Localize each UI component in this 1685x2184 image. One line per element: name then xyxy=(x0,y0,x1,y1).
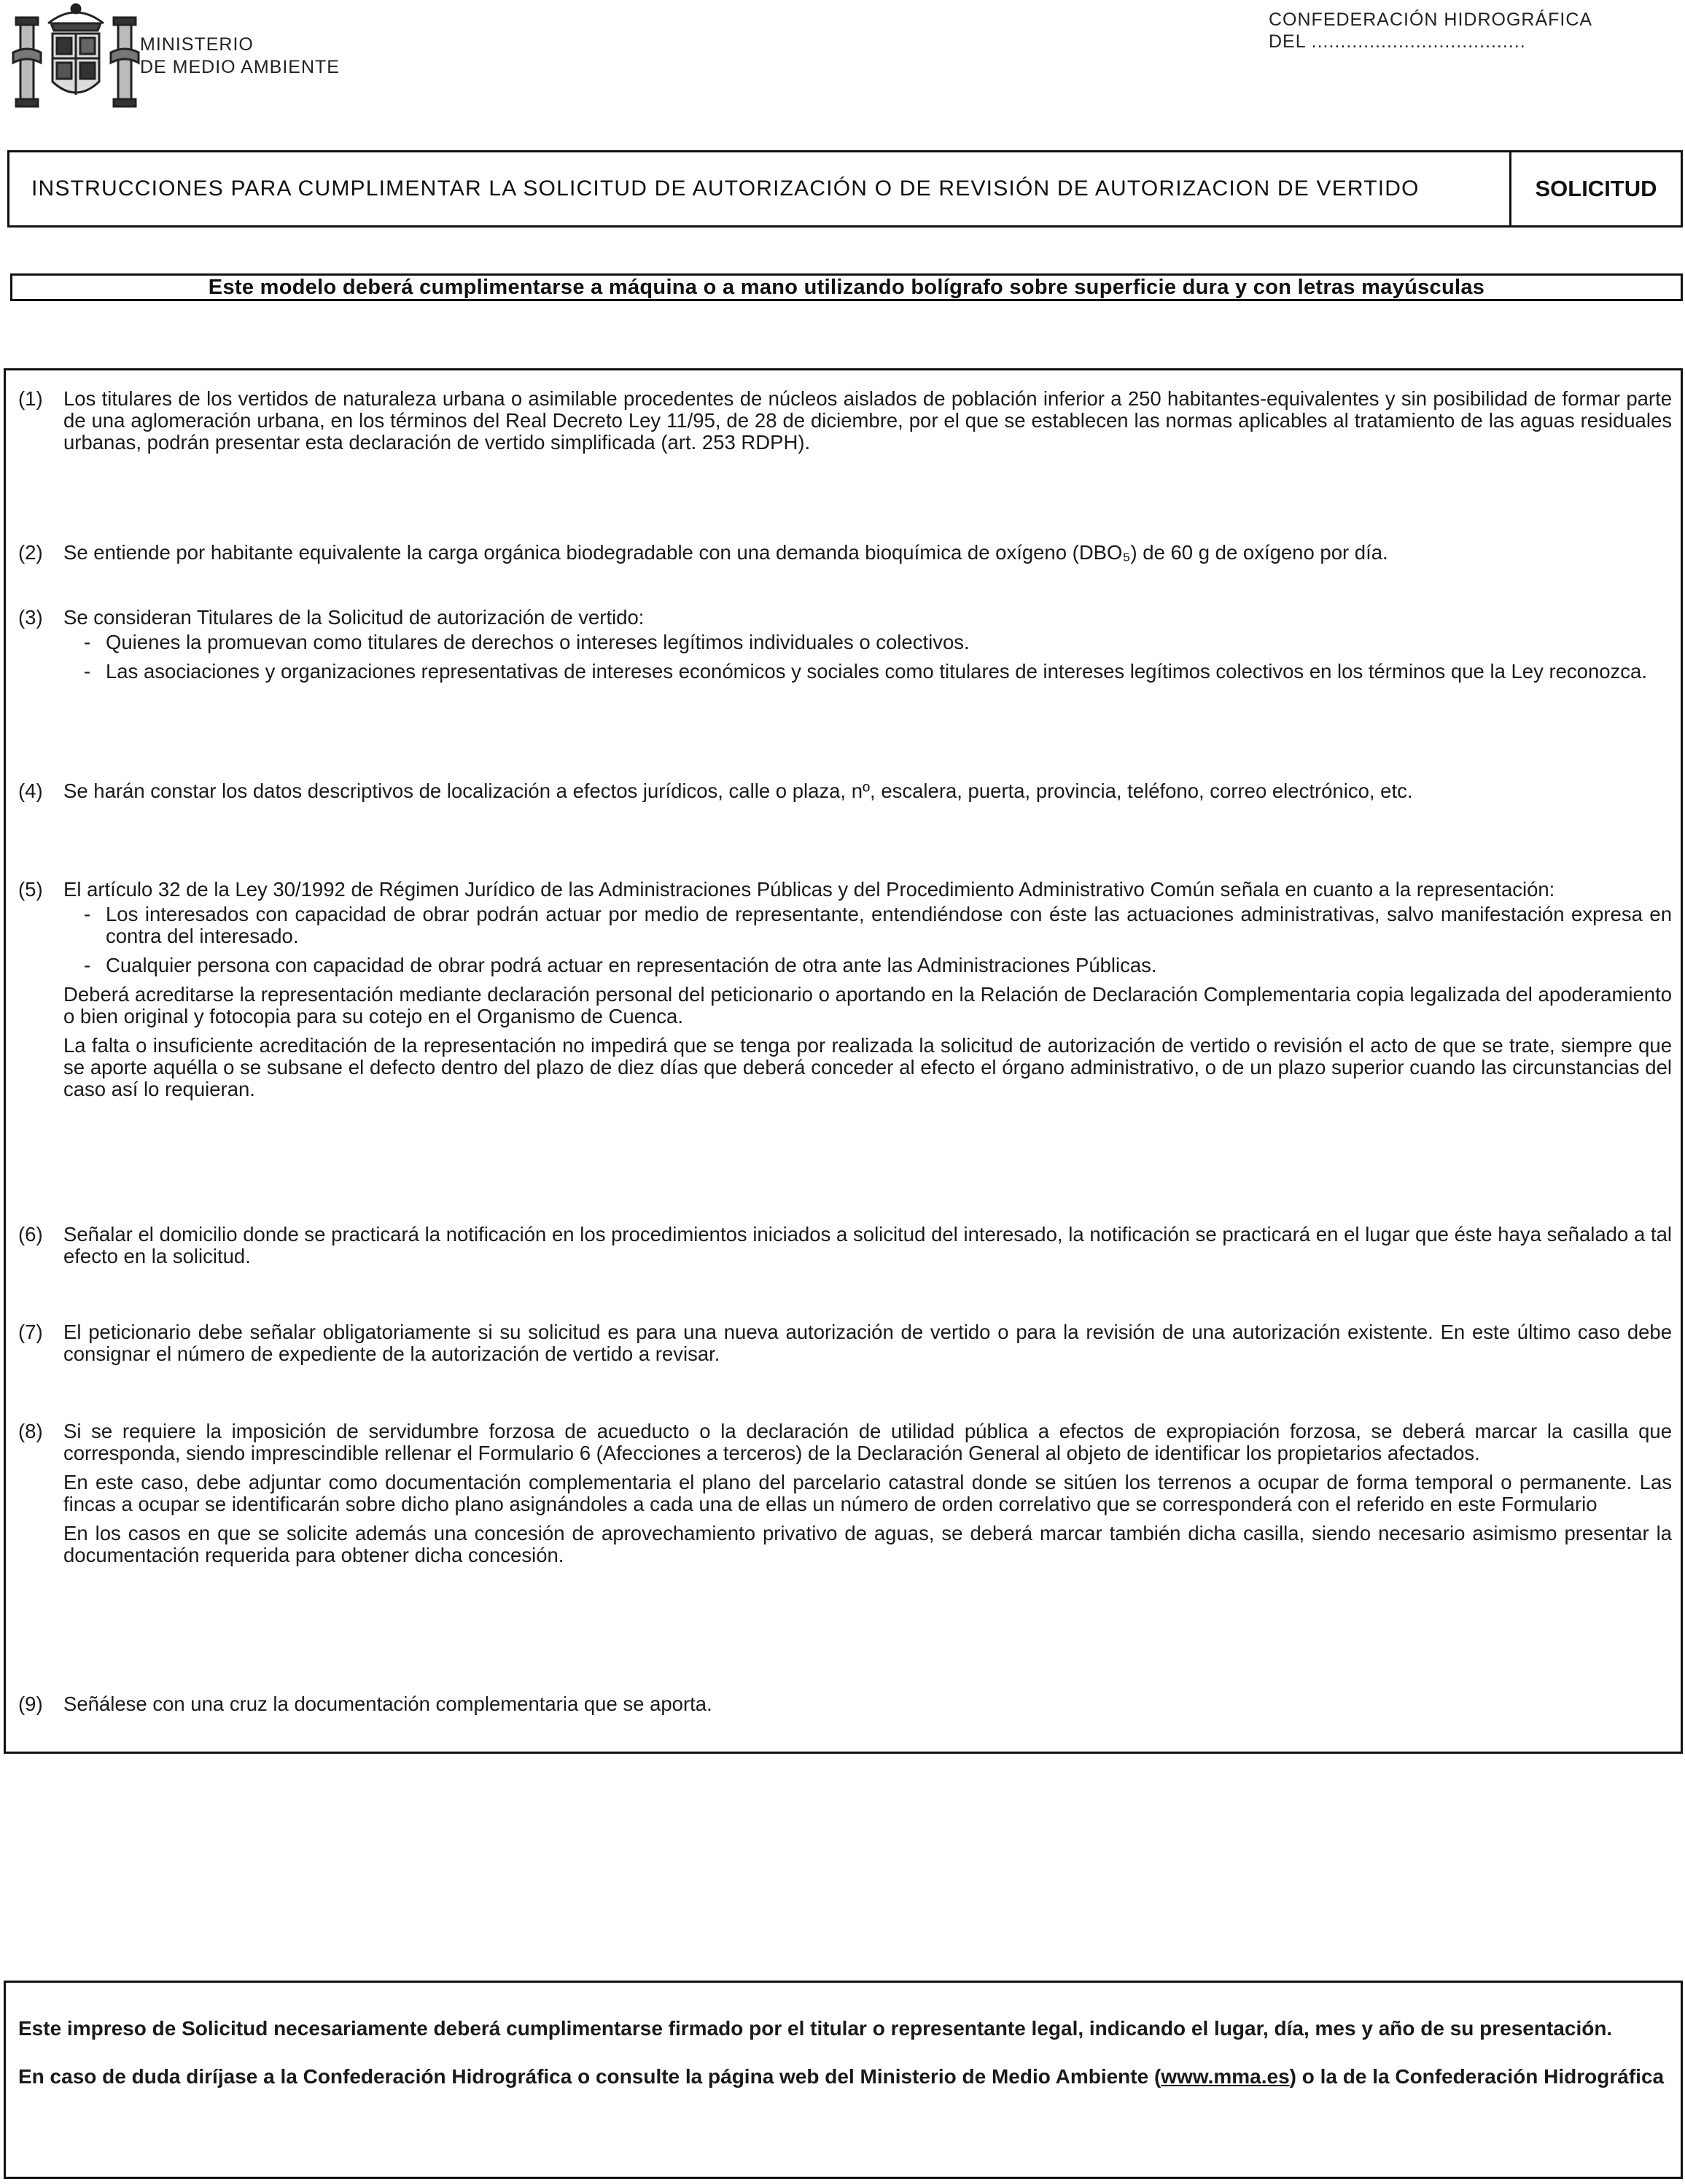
instruction-item-9 xyxy=(18,1693,1672,1715)
item-text: El artículo 32 de la Ley 30/1992 de Régimen Jurídico de las Administraciones Públicas y del Procedimiento Administrativo Común señala en cuanto a la representación: xyxy=(63,878,1555,901)
item-number: (5) xyxy=(18,878,43,901)
website-link[interactable]: www.mma.es xyxy=(1161,2065,1290,2088)
item-text: El peticionario debe señalar obligatoriamente si su solicitud es para una nueva autorización de vertido o para la revisión de una autorización existente. En este último caso debe consignar el número de expediente de la autorización de vertido a revisar. xyxy=(63,1321,1672,1365)
instruction-item-5 xyxy=(18,879,1672,1100)
coat-of-arms-emblem xyxy=(10,1,141,112)
confederation-header xyxy=(1269,9,1592,53)
bullet-item: - Las asociaciones y organizaciones representativas de intereses económicos y sociales como titulares de intereses legítimos colectivos en los términos que la Ley reconozca. xyxy=(106,661,1672,683)
item-text: Los titulares de los vertidos de naturaleza urbana o asimilable procedentes de núcleos aislados de población inferior a 250 habitantes-equivalentes y sin posibilidad de formar parte de una aglomeración urbana, en los términos del Real Decreto Ley 11/95, de 28 de diciembre, por el que se establecen las normas aplicables al tratamiento de las aguas residuales urbanas, podrán presentar esta declaración de vertido simplificada (art. 253 RDPH). xyxy=(63,387,1672,454)
footer-contact-pre: En caso de duda diríjase a la Confederación Hidrográfica o consulte la página web del Ministerio de Medio Ambiente ( xyxy=(18,2065,1161,2088)
footer-box xyxy=(4,1981,1683,2179)
ministry-line-1: MINISTERIO xyxy=(140,34,254,55)
bullet-item: - Quienes la promuevan como titulares de derechos o intereses legítimos individuales o colectivos. xyxy=(106,632,1672,653)
instruction-item-6 xyxy=(18,1224,1672,1267)
item-text: Se entiende por habitante equivalente la carga orgánica biodegradable con una demanda bioquímica de oxígeno (DBO₅) de 60 g de oxígeno por día. xyxy=(63,541,1388,564)
item-number: (3) xyxy=(18,606,43,629)
item-text: Se harán constar los datos descriptivos de localización a efectos jurídicos, calle o plaza, nº, escalera, puerta, provincia, teléfono, correo electrónico, etc. xyxy=(63,780,1413,802)
item-text: Señálese con una cruz la documentación complementaria que se aporta. xyxy=(63,1693,712,1715)
item-number: (8) xyxy=(18,1420,43,1442)
item-number: (6) xyxy=(18,1223,43,1245)
form-type-tag: SOLICITUD xyxy=(1509,152,1681,225)
footer-contact-note xyxy=(18,2064,1668,2088)
instruction-item-2 xyxy=(18,542,1672,564)
instruction-item-4 xyxy=(18,780,1672,802)
confederation-line-1: CONFEDERACIÓN HIDROGRÁFICA xyxy=(1269,9,1593,30)
item-number: (1) xyxy=(18,387,43,410)
item-number: (4) xyxy=(18,780,43,802)
item-paragraph: En este caso, debe adjuntar como documentación complementaria el plano del parcelario catastral donde se sitúen los terrenos a ocupar de forma temporal o permanente. Las fincas a ocupar se identificarán sobre dicho plano asignándoles a cada una de ellas un número de orden correlativo que se corresponderá con el referido en este Formulario xyxy=(63,1471,1672,1515)
instruction-item-8 xyxy=(18,1421,1672,1566)
item-paragraph: En los casos en que se solicite además una concesión de aprovechamiento privativo de aguas, se deberá marcar también dicha casilla, siendo necesario asimismo presentar la documentación requerida para obtener dicha concesión. xyxy=(63,1522,1672,1566)
document-title: INSTRUCCIONES PARA CUMPLIMENTAR LA SOLICITUD DE AUTORIZACIÓN O DE REVISIÓN DE AUTORIZACION DE VERTIDO xyxy=(31,176,1420,201)
item-number: (2) xyxy=(18,541,43,564)
ministry-name xyxy=(140,34,340,79)
fill-in-notice: Este modelo deberá cumplimentarse a máquina o a mano utilizando bolígrafo sobre superficie dura y con letras mayúsculas xyxy=(10,273,1683,301)
bullet-item: - Cualquier persona con capacidad de obrar podrá actuar en representación de otra ante las Administraciones Públicas. xyxy=(106,955,1672,976)
instruction-item-7 xyxy=(18,1321,1672,1365)
title-box xyxy=(7,150,1683,228)
item-text: Si se requiere la imposición de servidumbre forzosa de acueducto o la declaración de utilidad pública a efectos de expropiación forzosa, se deberá marcar la casilla que corresponda, siendo imprescindible rellenar el Formulario 6 (Afecciones a terceros) de la Declaración General al objeto de identificar los propietarios afectados. xyxy=(63,1420,1672,1464)
item-paragraph: Deberá acreditarse la representación mediante declaración personal del peticionario o aportando en la Relación de Declaración Complementaria copia legalizada del apoderamiento o bien original y fotocopia para su cotejo en el Organismo de Cuenca. xyxy=(63,983,1672,1027)
instructions-box xyxy=(4,368,1683,1754)
item-paragraph: La falta o insuficiente acreditación de la representación no impedirá que se tenga por realizada la solicitud de autorización de vertido o revisión el acto de que se trate, siempre que se aporte aquélla o se subsane el defecto dentro del plazo de diez días que deberá conceder al efecto el órgano administrativo, o de un plazo superior cuando las circunstancias del caso así lo requieran. xyxy=(63,1034,1672,1100)
footer-contact-post: ) o la de la Confederación Hidrográfica xyxy=(1289,2065,1665,2088)
instruction-item-1 xyxy=(18,388,1672,454)
bullet-item: - Los interesados con capacidad de obrar podrán actuar por medio de representante, entendiéndose con éste las actuaciones administrativas, salvo manifestación expresa en contra del interesado. xyxy=(106,903,1672,947)
item-number: (9) xyxy=(18,1693,43,1715)
ministry-line-2: DE MEDIO AMBIENTE xyxy=(140,57,340,77)
item-number: (7) xyxy=(18,1321,43,1343)
confederation-line-2: DEL ..................................... xyxy=(1269,31,1526,52)
footer-signature-note: Este impreso de Solicitud necesariamente deberá cumplimentarse firmado por el titular o representante legal, indicando el lugar, día, mes y año de su presentación. xyxy=(18,2017,1613,2040)
item-text: Se consideran Titulares de la Solicitud de autorización de vertido: xyxy=(63,606,645,629)
item-text: Señalar el domicilio donde se practicará la notificación en los procedimientos iniciados a solicitud del interesado, la notificación se practicará en el lugar que éste haya señalado a tal efecto en la solicitud. xyxy=(63,1223,1672,1267)
instruction-item-3 xyxy=(18,607,1672,690)
